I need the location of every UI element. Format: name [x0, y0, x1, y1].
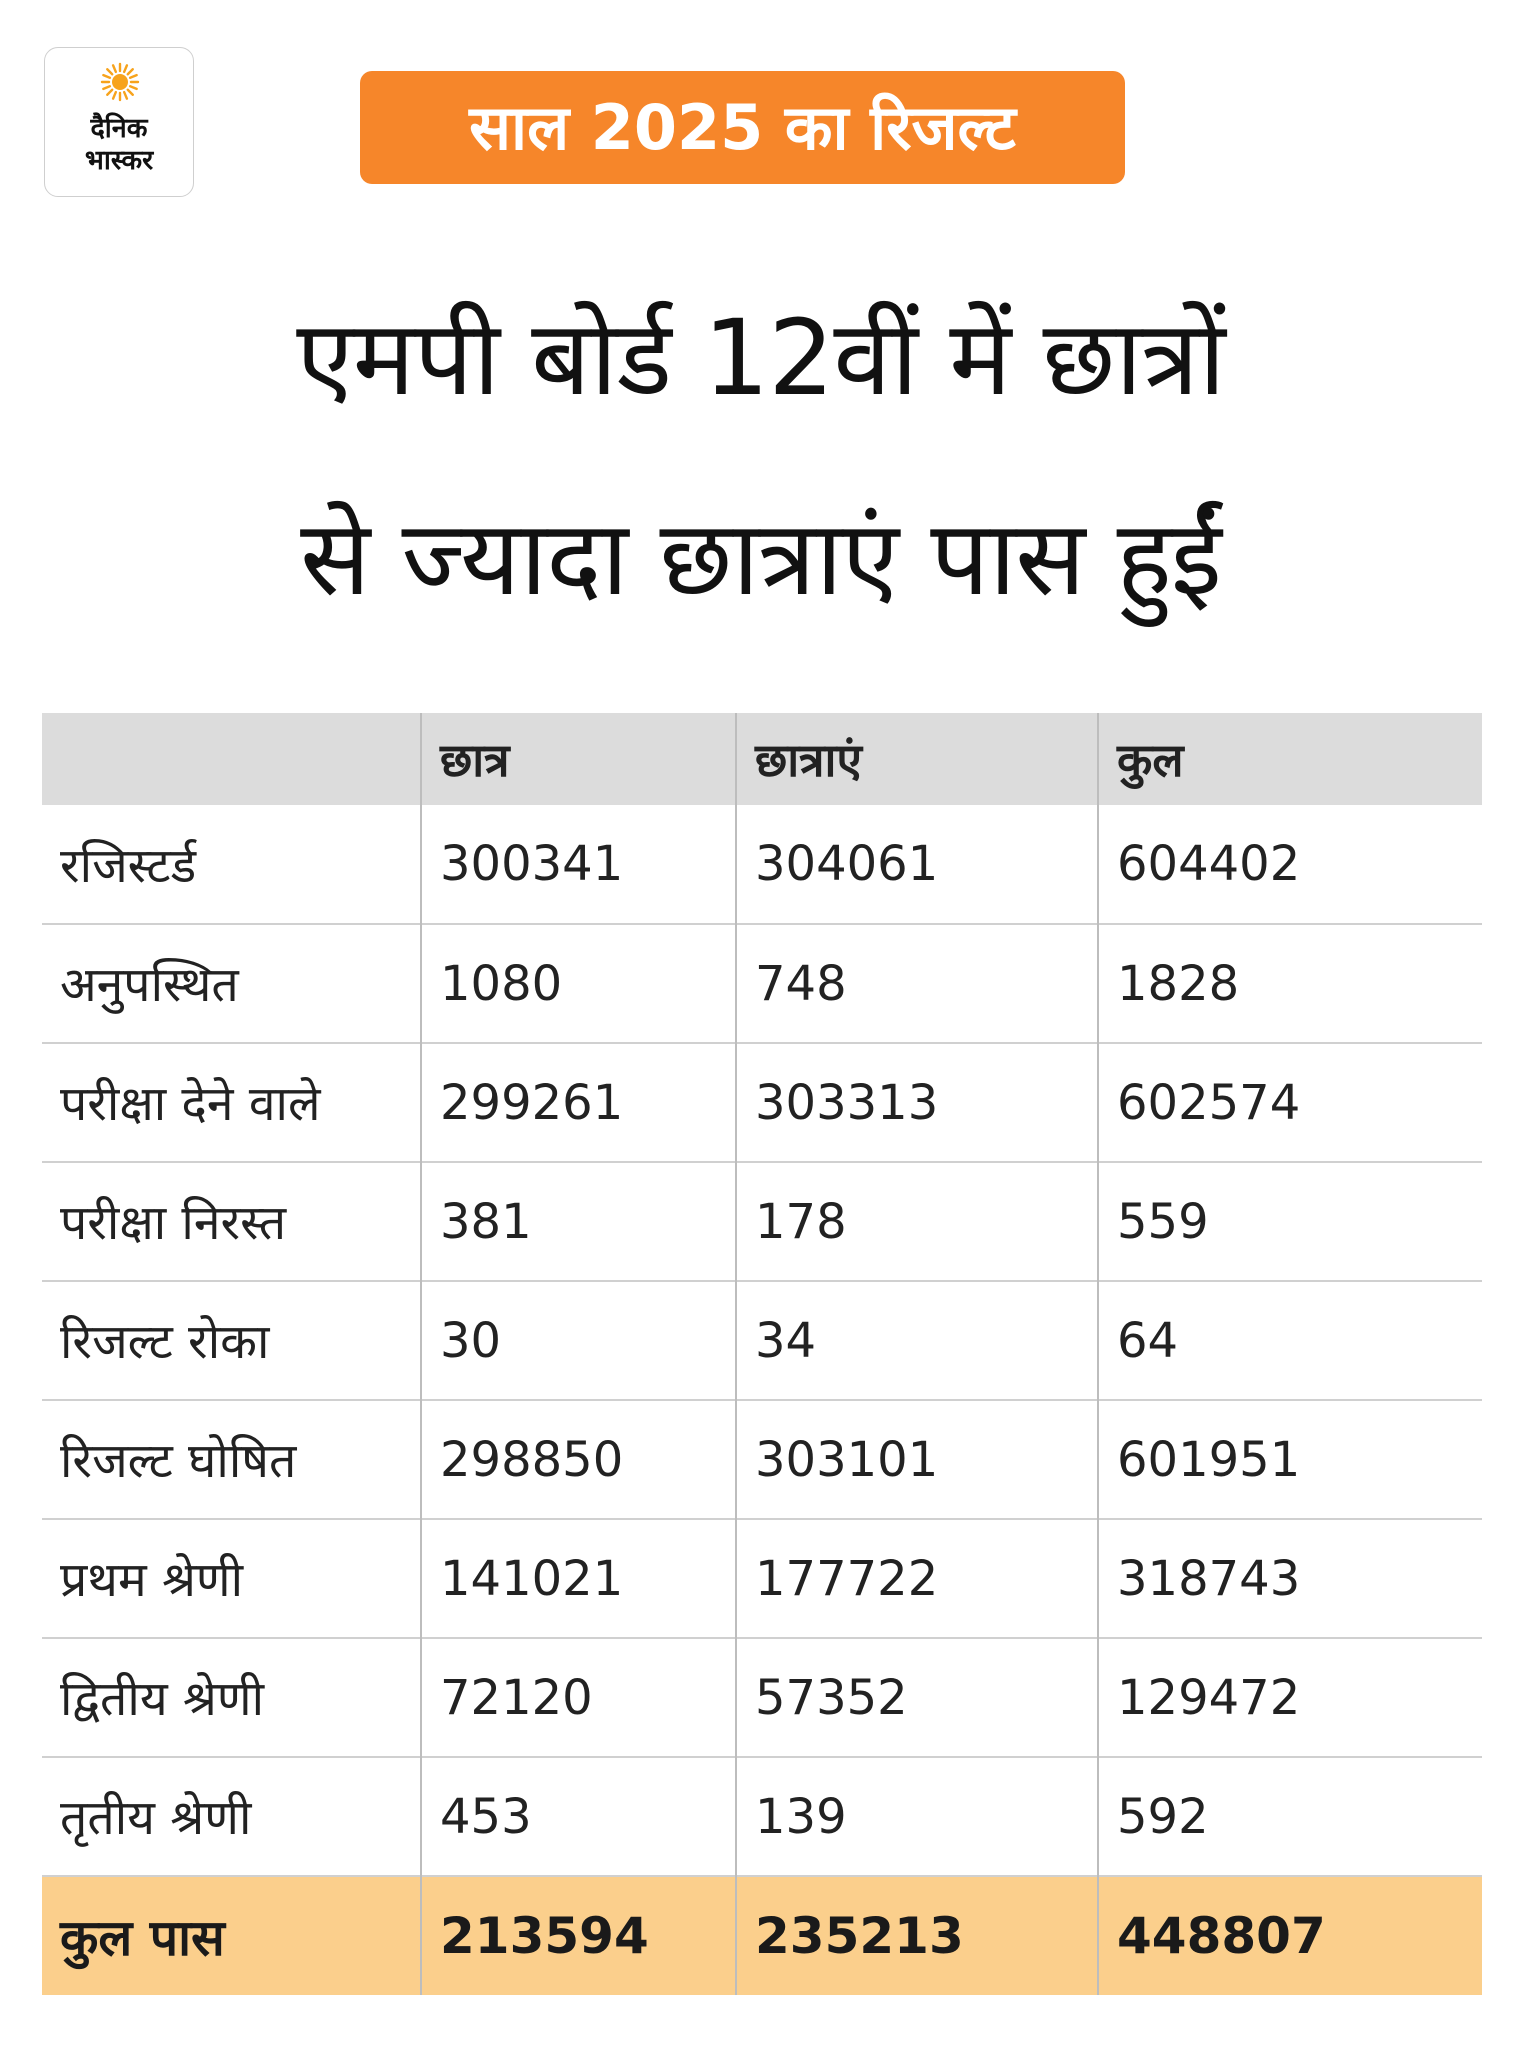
cell-total: 592	[1098, 1757, 1482, 1876]
cell-boys: 30	[421, 1281, 736, 1400]
sun-icon	[100, 62, 140, 102]
header-boys: छात्र	[421, 713, 736, 805]
cell-total: 129472	[1098, 1638, 1482, 1757]
table-header-row	[42, 713, 1482, 805]
cell-boys: 141021	[421, 1519, 736, 1638]
table-row	[42, 805, 1482, 924]
table-row	[42, 1281, 1482, 1400]
cell-girls: 303101	[736, 1400, 1098, 1519]
cell-girls: 57352	[736, 1638, 1098, 1757]
total-pass-all: 448807	[1098, 1876, 1482, 1995]
cell-total: 604402	[1098, 805, 1482, 924]
table-row	[42, 924, 1482, 1043]
row-label: रिजल्ट घोषित	[60, 1433, 297, 1489]
cell-girls: 34	[736, 1281, 1098, 1400]
cell-boys: 1080	[421, 924, 736, 1043]
row-label: परीक्षा देने वाले	[60, 1076, 321, 1132]
row-label: द्वितीय श्रेणी	[60, 1671, 265, 1727]
row-label: परीक्षा निरस्त	[60, 1195, 287, 1251]
row-label: प्रथम श्रेणी	[60, 1552, 244, 1608]
cell-total: 601951	[1098, 1400, 1482, 1519]
results-table	[42, 713, 1482, 1995]
total-pass-row	[42, 1876, 1482, 1995]
cell-total: 559	[1098, 1162, 1482, 1281]
cell-total: 318743	[1098, 1519, 1482, 1638]
total-pass-label: कुल पास	[60, 1909, 225, 1967]
brand-name-line1: दैनिक	[90, 113, 148, 144]
cell-girls: 177722	[736, 1519, 1098, 1638]
table-row	[42, 1162, 1482, 1281]
row-label: रिजल्ट रोका	[60, 1314, 270, 1370]
headline-line2: से ज्यादा छात्राएं पास हुईं	[300, 497, 1221, 619]
header-total: कुल	[1098, 713, 1482, 805]
cell-boys: 453	[421, 1757, 736, 1876]
header-blank	[42, 713, 421, 805]
cell-girls: 139	[736, 1757, 1098, 1876]
table-row	[42, 1400, 1482, 1519]
headline-line1: एमपी बोर्ड 12वीं में छात्रों	[296, 297, 1225, 419]
year-result-badge: साल 2025 का रिजल्ट	[360, 71, 1125, 184]
cell-boys: 299261	[421, 1043, 736, 1162]
row-label: रजिस्टर्ड	[60, 837, 197, 894]
cell-boys: 72120	[421, 1638, 736, 1757]
cell-girls: 303313	[736, 1043, 1098, 1162]
cell-girls: 304061	[736, 805, 1098, 924]
cell-girls: 748	[736, 924, 1098, 1043]
table-row	[42, 1638, 1482, 1757]
headline	[0, 258, 1521, 658]
table-row	[42, 1043, 1482, 1162]
row-label: तृतीय श्रेणी	[60, 1790, 252, 1846]
total-pass-girls: 235213	[736, 1876, 1098, 1995]
cell-girls: 178	[736, 1162, 1098, 1281]
brand-logo	[44, 47, 194, 197]
cell-boys: 300341	[421, 805, 736, 924]
cell-boys: 381	[421, 1162, 736, 1281]
row-label: अनुपस्थित	[60, 957, 239, 1013]
total-pass-boys: 213594	[421, 1876, 736, 1995]
cell-total: 64	[1098, 1281, 1482, 1400]
cell-total: 602574	[1098, 1043, 1482, 1162]
table-row	[42, 1757, 1482, 1876]
brand-name-line2: भास्कर	[84, 145, 154, 176]
header-girls: छात्राएं	[736, 713, 1098, 805]
cell-boys: 298850	[421, 1400, 736, 1519]
table-row	[42, 1519, 1482, 1638]
cell-total: 1828	[1098, 924, 1482, 1043]
